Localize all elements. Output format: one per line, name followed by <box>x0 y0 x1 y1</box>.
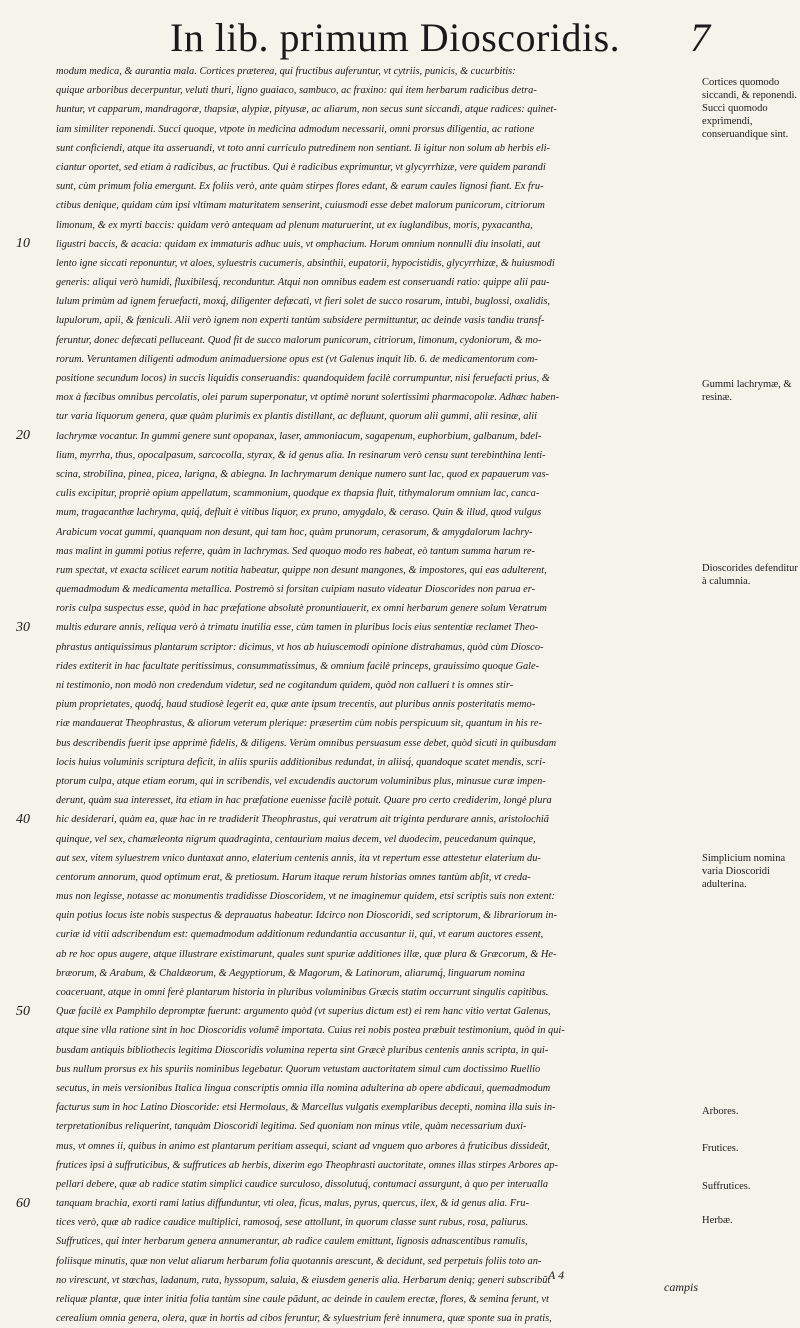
text-line: quinque, vel sex, chamæleonta nigrum quadraginta, centaurium maius decem, vel duodecim, peucedanum quinque, <box>56 833 536 845</box>
line-number: 60 <box>16 1195 30 1211</box>
body-text <box>56 62 692 1328</box>
text-line: terpretationibus reliquerint, tanquàm Dioscoridi legitima. Sed quoniam non minus vtile, quàm necessarium duxi- <box>56 1121 527 1133</box>
text-line: ctibus denique, quidam cùm ipsi vltimam maturitatem senserint, cuiusmodi esse debet malorum punicorum, citriorum <box>56 200 545 212</box>
text-line: mus, vt omnes ii, quibus in animo est plantarum peritiam assequi, sciant ad vnguem quo arbores à fruticibus dissideãt, <box>56 1140 550 1152</box>
running-header <box>150 14 710 66</box>
text-line: generis: aliqui verò humidi, fluxibilesq́, reconduntur. Atqui non omnibus eadem est conseruandi ratio: quippe alii pau- <box>56 277 550 289</box>
signature-mark: A 4 <box>548 1268 565 1282</box>
text-line: derunt, quàm sua interesset, ita etiam in hac præfatione euenisse facilè potuit. Quare pro certo crediderim, longè plura <box>56 795 552 807</box>
margin-note: Cortices quomodo siccandi, & reponendi. Succi quomodo exprimendi, conseruandique sint. <box>702 77 798 140</box>
margin-note: Simplicium nomina varia Dioscoridi adulterina. <box>702 853 786 890</box>
text-line: facturus sum in hoc Latino Dioscoride: etsi Hermolaus, & Marcellus vulgatis exemplaribus decepti, nomina illa suis in- <box>56 1102 556 1114</box>
text-line: multis edurare annis, reliqua verò à trimatu inutilia esse, cùm tamen in pluribus locis eius sententiæ reclamet Theo- <box>56 622 539 634</box>
text-line: riæ mandauerat Theophrastus, & aliorum veterum plerique: præsertim cùm nobis perspicuum sit, quantum in his re- <box>56 718 542 730</box>
margin-note: Dioscorides defenditur à calumnia. <box>702 563 798 587</box>
text-line: bus nullum prorsus ex his spuriis nominibus legebatur. Quorum vetustam auctoritatem simul cum doctissimo Ruellio <box>56 1063 541 1075</box>
text-line: quique arboribus decerpuntur, veluti thuri, ligno guaiaco, sambuco, ac fraxino: qui item herbarum radicibus detra- <box>56 85 537 97</box>
catchword: campis <box>664 1280 698 1294</box>
text-line: ab re hoc opus augere, atque illustrare existimarunt, quales sunt spuriæ additiones illæ, quæ plura & Græcorum, & He- <box>56 948 557 960</box>
text-line: ciantur oportet, sed etiam à radicibus, ac fructibus. Qui è radicibus exprimuntur, vt glycyrrhizæ, vere quidem parandi <box>56 161 546 173</box>
text-line: mum, tragacanthæ lachryma, quiq́, defluit è vitibus liquor, ex pruno, amygdalo, & ceraso. Quin & illud, quod vulgus <box>56 507 542 519</box>
text-line: lento igne siccati reponuntur, vt aloes, syluestris cucumeris, absinthii, eupatorii, hypocistidis, glycyrrhizæ, & huiusmodi <box>56 257 555 269</box>
text-line: limonum, & ex myrti baccis: quidam verò antequam ad plenum maturuerint, ut ex iuglandibus, moris, pyxacantha, <box>56 219 533 231</box>
text-line: pium proprietates, quodq́, haud studiosè legerit ea, quæ ante ipsum trecentis, aut pluribus annis posteritatis memo- <box>56 699 536 711</box>
text-line: busdam antiquis bibliothecis legitima Dioscoridis volumina reperta sint Græcè pluribus centenis annis scripta, in qui- <box>56 1044 549 1056</box>
text-line: bræorum, & Arabum, & Chaldæorum, & Aegyptiorum, & Magorum, & Latinorum, aliarumq́, linguarum nomina <box>56 967 525 979</box>
text-line: scina, strobilina, pinea, picea, larigna, & abiegna. In lachrymarum denique numero sunt lac, quod ex papauerum vas- <box>56 468 550 480</box>
text-line: phrastus antiquissimus plantarum scriptor: dicimus, vt hos ab huiuscemodi opinione distrahamus, quòd cùm Diosco- <box>56 641 544 653</box>
text-line: lium, myrrha, thus, opocalpasum, sarcocolla, styrax, & id genus alia. In resinarum verò censu sunt terebinthina lenti- <box>56 449 546 461</box>
text-line: cerealium omnia genera, olera, quæ in hortis ad cibos feruntur, & syluestrium ferè innumera, quæ sponte sua in pratis, <box>56 1313 552 1325</box>
text-line: secutus, in meis versionibus Italica lingua conscriptis omnia illa nomina adulterina ab opere abdicaui, quemadmodum <box>56 1082 551 1094</box>
line-number: 30 <box>16 619 30 635</box>
line-number: 50 <box>16 1003 30 1019</box>
text-line: sunt, cùm primum folia emergunt. Ex foliis verò, ante quàm stirpes flores edant, & earum caules lignosi fiant. Ex fru- <box>56 181 544 193</box>
line-number: 40 <box>16 811 30 827</box>
text-line: lachrymæ vocantur. In gummi genere sunt opopanax, laser, ammoniacum, sagapenum, euphorbium, galbanum, bdel- <box>56 430 542 442</box>
text-line: no virescunt, vt stœchas, ladanum, ruta, hyssopum, saluia, & eiusdem generis alia. Herbarum deniq; generi subscribũt <box>56 1274 551 1286</box>
text-line: quin potius locus iste nobis suspectus & deprauatus habeatur. Idcirco non Dioscoridi, sed scriptorum, & librariorum in- <box>56 910 557 922</box>
text-line: tices verò, quæ ab radice caudice multiplici, ramosoq́, sese attollunt, in quorum classe sunt rubus, rosa, paliurus. <box>56 1217 529 1229</box>
text-line: iam similiter reponendi. Succi quoque, vtpote in medicina admodum necessarii, omni prorsus diligentia, ac ratione <box>56 123 535 135</box>
page-title: In lib. primum Dioscoridis. <box>170 15 621 60</box>
text-line: mus non legisse, notasse ac monumentis tradidisse Dioscoridem, vt ne imaginemur quidem, etsi scriptis suis non extent: <box>56 891 555 903</box>
text-line: ligustri baccis, & acacia: quidam ex immaturis adhuc uuis, vt omphacium. Horum omnium nonnulli diu insolati, aut <box>56 238 541 250</box>
text-line: atque sine vlla ratione sint in hoc Dioscoridis volumẽ importata. Cuius rei nobis postea præbuit testimonium, quòd in qui- <box>56 1025 565 1037</box>
margin-note: Arbores. <box>702 1106 739 1117</box>
text-line: rides extiterit in hac facultate peritissimus, consummatissimus, & omnium facilè princeps, grauissimo quoque Gale- <box>56 660 540 672</box>
margin-note: Suffrutices. <box>702 1181 751 1192</box>
margin-note: Gummi lachrymæ, & resinæ. <box>702 379 792 403</box>
text-line: ptorum culpa, atque etiam eorum, qui in scribendis, vel excudendis auctorum voluminibus plus, minusue curæ impen- <box>56 775 546 787</box>
text-line: bus describendis fuerit ipse apprimè fidelis, & diligens. Verùm omnibus persuasum esse debet, quòd sicuti in quibusdam <box>56 737 557 749</box>
text-line: quemadmodum & medicamenta metallica. Postremò si forsitan cuipiam nasuto videatur Dioscorides non parua er- <box>56 584 536 596</box>
text-line: lupulorum, apii, & fœniculi. Alii verò ignem non experti tantùm subsidere permittuntur, ac deinde vasis tandiu transf- <box>56 315 545 327</box>
text-line: locis huius voluminis scriptura deficit, in aliis spuriis additionibus redundat, in aliisq́, quandoque scatet mendis, scri- <box>56 756 546 768</box>
text-line: foliisque minutis, quæ non velut aliarum herbarum folia quotannis arescunt, & decidunt, sed perpetuis foliis toto an- <box>56 1255 542 1267</box>
line-number: 20 <box>16 427 30 443</box>
text-line: rum spectat, vt exacta scilicet earum notitia habeatur, quippe non desunt mangones, & impostores, qui eas adulterent, <box>56 564 547 576</box>
text-line: roris culpa suspectus esse, quòd in hac præfatione absolutè pronuntiauerit, ex omni herbarum genere solum Veratrum <box>56 603 547 615</box>
text-line: rorum. Veruntamen diligenti admodum animaduersione opus est (vt Galenus inquit lib. 6. de medicamentorum com- <box>56 353 538 365</box>
text-line: hic desiderari, quàm ea, quæ hac in re tradiderit Theophrastus, qui veratrum ait triginta perdurare annis, aristolochiã <box>56 814 549 826</box>
text-line: tur varia liquorum genera, quæ quàm plurimis ex plantis distillant, ac defluunt, quorum alii gummi, alii resinæ, alii <box>56 411 538 423</box>
text-line: tanquam brachia, exorti rami latius diffunduntur, vti olea, ficus, malus, pyrus, quercus, ilex, & id genus alia. Fru- <box>56 1198 529 1210</box>
text-line: ni testimonio, non modò non credendum videtur, sed ne cogitandum quidem, quòd non callueri t is omnes stir- <box>56 680 514 691</box>
text-line: modum medica, & aurantia mala. Cortices præterea, qui fructibus auferuntur, vt cytriis, punicis, & cucurbitis: <box>56 66 516 77</box>
text-line: coaceruant, atque in omni ferè plantarum historia in pluribus voluminibus Græcis statim occurrunt singulis capitibus. <box>56 987 549 998</box>
text-line: positione secundum locos) in succis liquidis conseruandis: quandoquidem facilè corrumpuntur, nisi feruefacti prius, & <box>56 373 550 384</box>
text-line: mas malint in gummi potius referre, quàm in lachrymas. Sed quoquo modo res habeat, eò tantum summa harum re- <box>56 545 535 557</box>
text-line: feruntur, donec defæcati pelluceant. Quod fit de succo malorum punicorum, citriorum, limonum, cydoniorum, & mo- <box>56 334 542 346</box>
margin-note: Herbæ. <box>702 1215 733 1226</box>
margin-note: Frutices. <box>702 1143 739 1154</box>
text-line: centorum annorum, quod optimum erat, & pretiosum. Harum itaque rerum historias omnes tantùm abſit, vt creda- <box>56 871 531 883</box>
text-line: culis excipitur, propriè opium appellatum, scammonium, quodque ex thapsia fluit, tithymalorum omnium lac, canca- <box>56 488 540 500</box>
text-line: Quæ facilè ex Pamphilo depromptæ fuerunt: argumento quòd (vt superius dictum est) ei rem hanc vitio vertat Galenus, <box>56 1006 551 1018</box>
page-number: 7 <box>690 15 710 60</box>
text-line: Arabicum vocat gummi, quanquam non desunt, qui tam hoc, quàm prunorum, cerasorum, & amygdalorum lachry- <box>56 526 533 538</box>
text-line: lulum primùm ad ignem feruefacti, moxq́, diligenter defæcati, vt fieri solet de succo rosarum, intubi, buglossi, oxalidis, <box>56 296 550 308</box>
line-number: 10 <box>16 235 30 251</box>
text-line: pellari debere, quæ ab radice statim simplici caudice surculoso, dissolutuq́, contumaci assurgunt, à quo per interualla <box>56 1178 549 1190</box>
text-line: reliquæ plantæ, quæ inter initia folia tantùm sine caule pãdunt, ac deinde in caulem erectæ, flores, & semina ferunt, vt <box>56 1294 549 1305</box>
text-line: Suffrutices, qui inter herbarum genera annumerantur, ab radice caulem emittunt, lignosis adnascentibus ramulis, <box>56 1236 528 1248</box>
text-line: mox à fæcibus omnibus percolatis, olei parum superponatur, vt optimè norunt solertissimi pharmacopolæ. Adhæc haben- <box>56 392 560 404</box>
text-line: frutices ipsi à suffruticibus, & suffrutices ab herbis, dixerim ego Theophrasti auctoritate, omnes illas stirpes Arbores ap- <box>56 1159 558 1171</box>
text-line: huntur, vt capparum, mandragoræ, thapsiæ, alypiæ, pityusæ, ac aliarum, non secus sunt siccandi, atque radices: quinet- <box>56 104 557 116</box>
text-line: sunt conficiendi, atque ita asseruandi, vt toto anni curriculo putredinem non sentiant. Ii igitur non solum ab herbis eli- <box>56 142 550 154</box>
text-line: aut sex, vitem syluestrem vnico duntaxat anno, elaterium centenis annis, ita vt repertum esse attestetur elaterium du- <box>56 852 541 864</box>
text-line: curiæ id vitii adscribendum est: quemadmodum additionum redundantia accusantur ii, qui, vt earum auctores essent, <box>56 929 544 941</box>
